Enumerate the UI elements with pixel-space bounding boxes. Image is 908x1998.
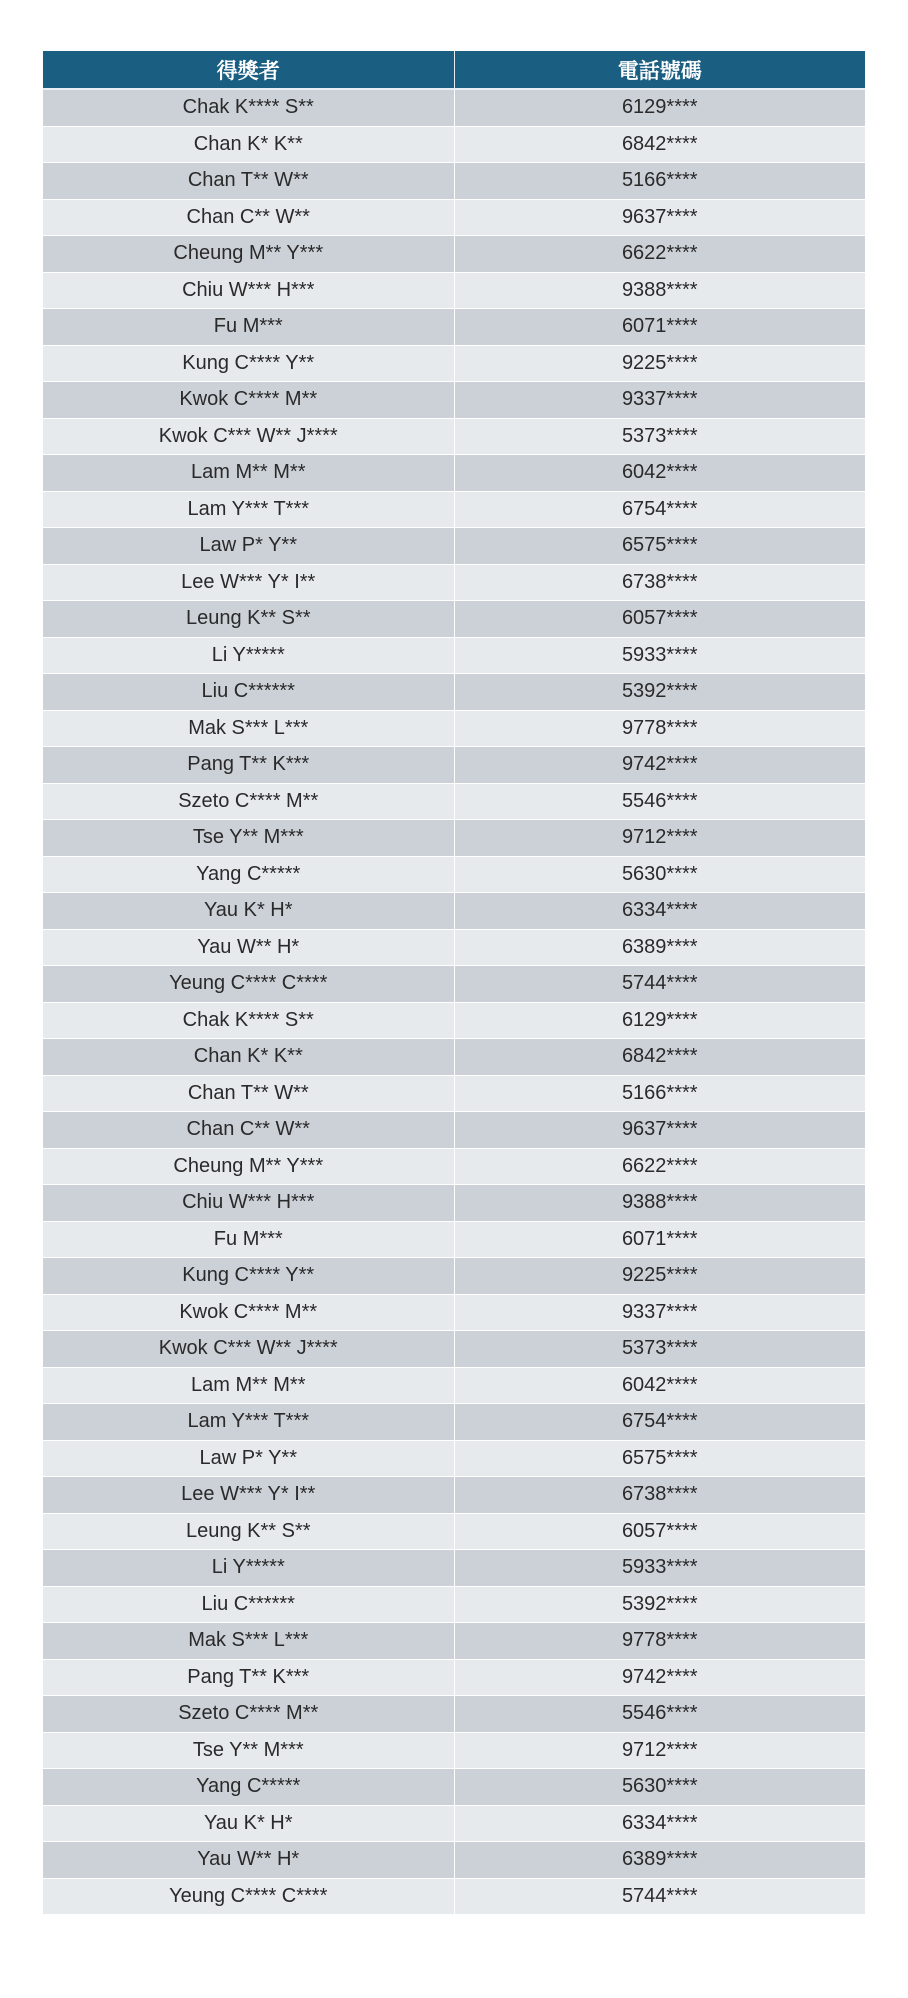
winner-name-cell: Chan C** W** <box>43 199 454 236</box>
phone-number-cell: 6334**** <box>454 893 865 930</box>
phone-number-cell: 5744**** <box>454 1878 865 1915</box>
phone-number-cell: 6575**** <box>454 1440 865 1477</box>
table-row <box>43 528 865 565</box>
winner-name-cell: Leung K** S** <box>43 601 454 638</box>
table-row <box>43 1185 865 1222</box>
table-row <box>43 1842 865 1879</box>
winner-name-cell: Lee W*** Y* I** <box>43 564 454 601</box>
winner-name-cell: Lam Y*** T*** <box>43 491 454 528</box>
table-row <box>43 1039 865 1076</box>
winner-name-cell: Mak S*** L*** <box>43 710 454 747</box>
winner-name-cell: Yau W** H* <box>43 1842 454 1879</box>
table-row <box>43 126 865 163</box>
table-row <box>43 1440 865 1477</box>
table-row <box>43 747 865 784</box>
table-row <box>43 1112 865 1149</box>
table-row <box>43 1805 865 1842</box>
phone-number-cell: 5392**** <box>454 1586 865 1623</box>
winner-name-cell: Mak S*** L*** <box>43 1623 454 1660</box>
table-row <box>43 163 865 200</box>
table-row <box>43 1513 865 1550</box>
table-row <box>43 382 865 419</box>
winner-name-cell: Kwok C**** M** <box>43 382 454 419</box>
table-row <box>43 1696 865 1733</box>
phone-number-cell: 5166**** <box>454 163 865 200</box>
phone-number-cell: 6575**** <box>454 528 865 565</box>
phone-number-cell: 6754**** <box>454 1404 865 1441</box>
table-row <box>43 236 865 273</box>
winner-name-cell: Chan K* K** <box>43 1039 454 1076</box>
table-row <box>43 1404 865 1441</box>
winner-name-cell: Szeto C**** M** <box>43 783 454 820</box>
winner-name-cell: Li Y***** <box>43 637 454 674</box>
phone-number-cell: 9225**** <box>454 1258 865 1295</box>
winner-name-cell: Yau K* H* <box>43 893 454 930</box>
phone-number-cell: 5744**** <box>454 966 865 1003</box>
phone-number-cell: 9742**** <box>454 1659 865 1696</box>
winner-name-cell: Chan T** W** <box>43 163 454 200</box>
phone-number-cell: 9778**** <box>454 1623 865 1660</box>
table-row <box>43 199 865 236</box>
table-row <box>43 1769 865 1806</box>
header-winner: 得獎者 <box>43 51 454 89</box>
winner-name-cell: Fu M*** <box>43 309 454 346</box>
table-row <box>43 89 865 126</box>
header-row <box>43 51 865 89</box>
phone-number-cell: 6042**** <box>454 1367 865 1404</box>
phone-number-cell: 6389**** <box>454 929 865 966</box>
table-row <box>43 856 865 893</box>
table-row <box>43 1075 865 1112</box>
table-row <box>43 1477 865 1514</box>
winner-name-cell: Law P* Y** <box>43 1440 454 1477</box>
phone-number-cell: 6071**** <box>454 309 865 346</box>
winner-name-cell: Chak K**** S** <box>43 1002 454 1039</box>
phone-number-cell: 9637**** <box>454 1112 865 1149</box>
table-row <box>43 1550 865 1587</box>
winner-name-cell: Yang C***** <box>43 856 454 893</box>
phone-number-cell: 6842**** <box>454 126 865 163</box>
phone-number-cell: 6042**** <box>454 455 865 492</box>
phone-number-cell: 6738**** <box>454 564 865 601</box>
winner-name-cell: Yau W** H* <box>43 929 454 966</box>
phone-number-cell: 6622**** <box>454 1148 865 1185</box>
winner-name-cell: Yeung C**** C**** <box>43 966 454 1003</box>
phone-number-cell: 6622**** <box>454 236 865 273</box>
table-row <box>43 893 865 930</box>
winner-name-cell: Chan C** W** <box>43 1112 454 1149</box>
winner-name-cell: Yeung C**** C**** <box>43 1878 454 1915</box>
table-row <box>43 820 865 857</box>
winner-name-cell: Cheung M** Y*** <box>43 236 454 273</box>
winner-name-cell: Fu M*** <box>43 1221 454 1258</box>
table-row <box>43 1659 865 1696</box>
table-row <box>43 455 865 492</box>
phone-number-cell: 5933**** <box>454 637 865 674</box>
winners-table <box>43 51 865 1915</box>
table-row <box>43 418 865 455</box>
phone-number-cell: 5630**** <box>454 1769 865 1806</box>
winner-name-cell: Lam Y*** T*** <box>43 1404 454 1441</box>
phone-number-cell: 9337**** <box>454 382 865 419</box>
table-row <box>43 1294 865 1331</box>
phone-number-cell: 6071**** <box>454 1221 865 1258</box>
winner-name-cell: Pang T** K*** <box>43 1659 454 1696</box>
winner-name-cell: Pang T** K*** <box>43 747 454 784</box>
table-row <box>43 345 865 382</box>
winner-name-cell: Liu C****** <box>43 674 454 711</box>
phone-number-cell: 9712**** <box>454 1732 865 1769</box>
phone-number-cell: 9778**** <box>454 710 865 747</box>
table-row <box>43 929 865 966</box>
phone-number-cell: 6057**** <box>454 1513 865 1550</box>
phone-number-cell: 6129**** <box>454 89 865 126</box>
winner-name-cell: Yau K* H* <box>43 1805 454 1842</box>
winner-name-cell: Kwok C**** M** <box>43 1294 454 1331</box>
phone-number-cell: 5166**** <box>454 1075 865 1112</box>
phone-number-cell: 5373**** <box>454 418 865 455</box>
winner-name-cell: Li Y***** <box>43 1550 454 1587</box>
phone-number-cell: 5933**** <box>454 1550 865 1587</box>
winner-name-cell: Kwok C*** W** J**** <box>43 418 454 455</box>
winner-name-cell: Chiu W*** H*** <box>43 1185 454 1222</box>
winner-name-cell: Lee W*** Y* I** <box>43 1477 454 1514</box>
table-header <box>43 51 865 89</box>
table-row <box>43 1148 865 1185</box>
table-row <box>43 637 865 674</box>
phone-number-cell: 6842**** <box>454 1039 865 1076</box>
phone-number-cell: 6389**** <box>454 1842 865 1879</box>
winner-name-cell: Kung C**** Y** <box>43 1258 454 1295</box>
table-row <box>43 1221 865 1258</box>
table-row <box>43 674 865 711</box>
winner-name-cell: Szeto C**** M** <box>43 1696 454 1733</box>
winner-name-cell: Chan T** W** <box>43 1075 454 1112</box>
table-body <box>43 89 865 1915</box>
phone-number-cell: 6738**** <box>454 1477 865 1514</box>
winner-name-cell: Kwok C*** W** J**** <box>43 1331 454 1368</box>
phone-number-cell: 6129**** <box>454 1002 865 1039</box>
table-row <box>43 564 865 601</box>
table-row <box>43 1732 865 1769</box>
winner-name-cell: Kung C**** Y** <box>43 345 454 382</box>
table-row <box>43 491 865 528</box>
table-row <box>43 1258 865 1295</box>
phone-number-cell: 9388**** <box>454 1185 865 1222</box>
winner-name-cell: Yang C***** <box>43 1769 454 1806</box>
winner-name-cell: Chiu W*** H*** <box>43 272 454 309</box>
phone-number-cell: 9742**** <box>454 747 865 784</box>
table-row <box>43 710 865 747</box>
header-phone: 電話號碼 <box>454 51 865 89</box>
winner-name-cell: Law P* Y** <box>43 528 454 565</box>
winner-name-cell: Leung K** S** <box>43 1513 454 1550</box>
table-row <box>43 272 865 309</box>
table-row <box>43 1331 865 1368</box>
phone-number-cell: 5630**** <box>454 856 865 893</box>
phone-number-cell: 5546**** <box>454 783 865 820</box>
table-row <box>43 1586 865 1623</box>
phone-number-cell: 6754**** <box>454 491 865 528</box>
table-row <box>43 966 865 1003</box>
winner-name-cell: Lam M** M** <box>43 455 454 492</box>
winner-name-cell: Cheung M** Y*** <box>43 1148 454 1185</box>
phone-number-cell: 6057**** <box>454 601 865 638</box>
winner-name-cell: Tse Y** M*** <box>43 1732 454 1769</box>
table-row <box>43 1367 865 1404</box>
phone-number-cell: 9225**** <box>454 345 865 382</box>
winner-name-cell: Chan K* K** <box>43 126 454 163</box>
table-row <box>43 309 865 346</box>
phone-number-cell: 5392**** <box>454 674 865 711</box>
table-row <box>43 601 865 638</box>
phone-number-cell: 5546**** <box>454 1696 865 1733</box>
phone-number-cell: 9637**** <box>454 199 865 236</box>
winner-name-cell: Lam M** M** <box>43 1367 454 1404</box>
winner-name-cell: Liu C****** <box>43 1586 454 1623</box>
phone-number-cell: 9388**** <box>454 272 865 309</box>
phone-number-cell: 5373**** <box>454 1331 865 1368</box>
table-row <box>43 1878 865 1915</box>
phone-number-cell: 9712**** <box>454 820 865 857</box>
table-row <box>43 783 865 820</box>
table-row <box>43 1623 865 1660</box>
table-row <box>43 1002 865 1039</box>
phone-number-cell: 9337**** <box>454 1294 865 1331</box>
winner-name-cell: Chak K**** S** <box>43 89 454 126</box>
winner-name-cell: Tse Y** M*** <box>43 820 454 857</box>
phone-number-cell: 6334**** <box>454 1805 865 1842</box>
